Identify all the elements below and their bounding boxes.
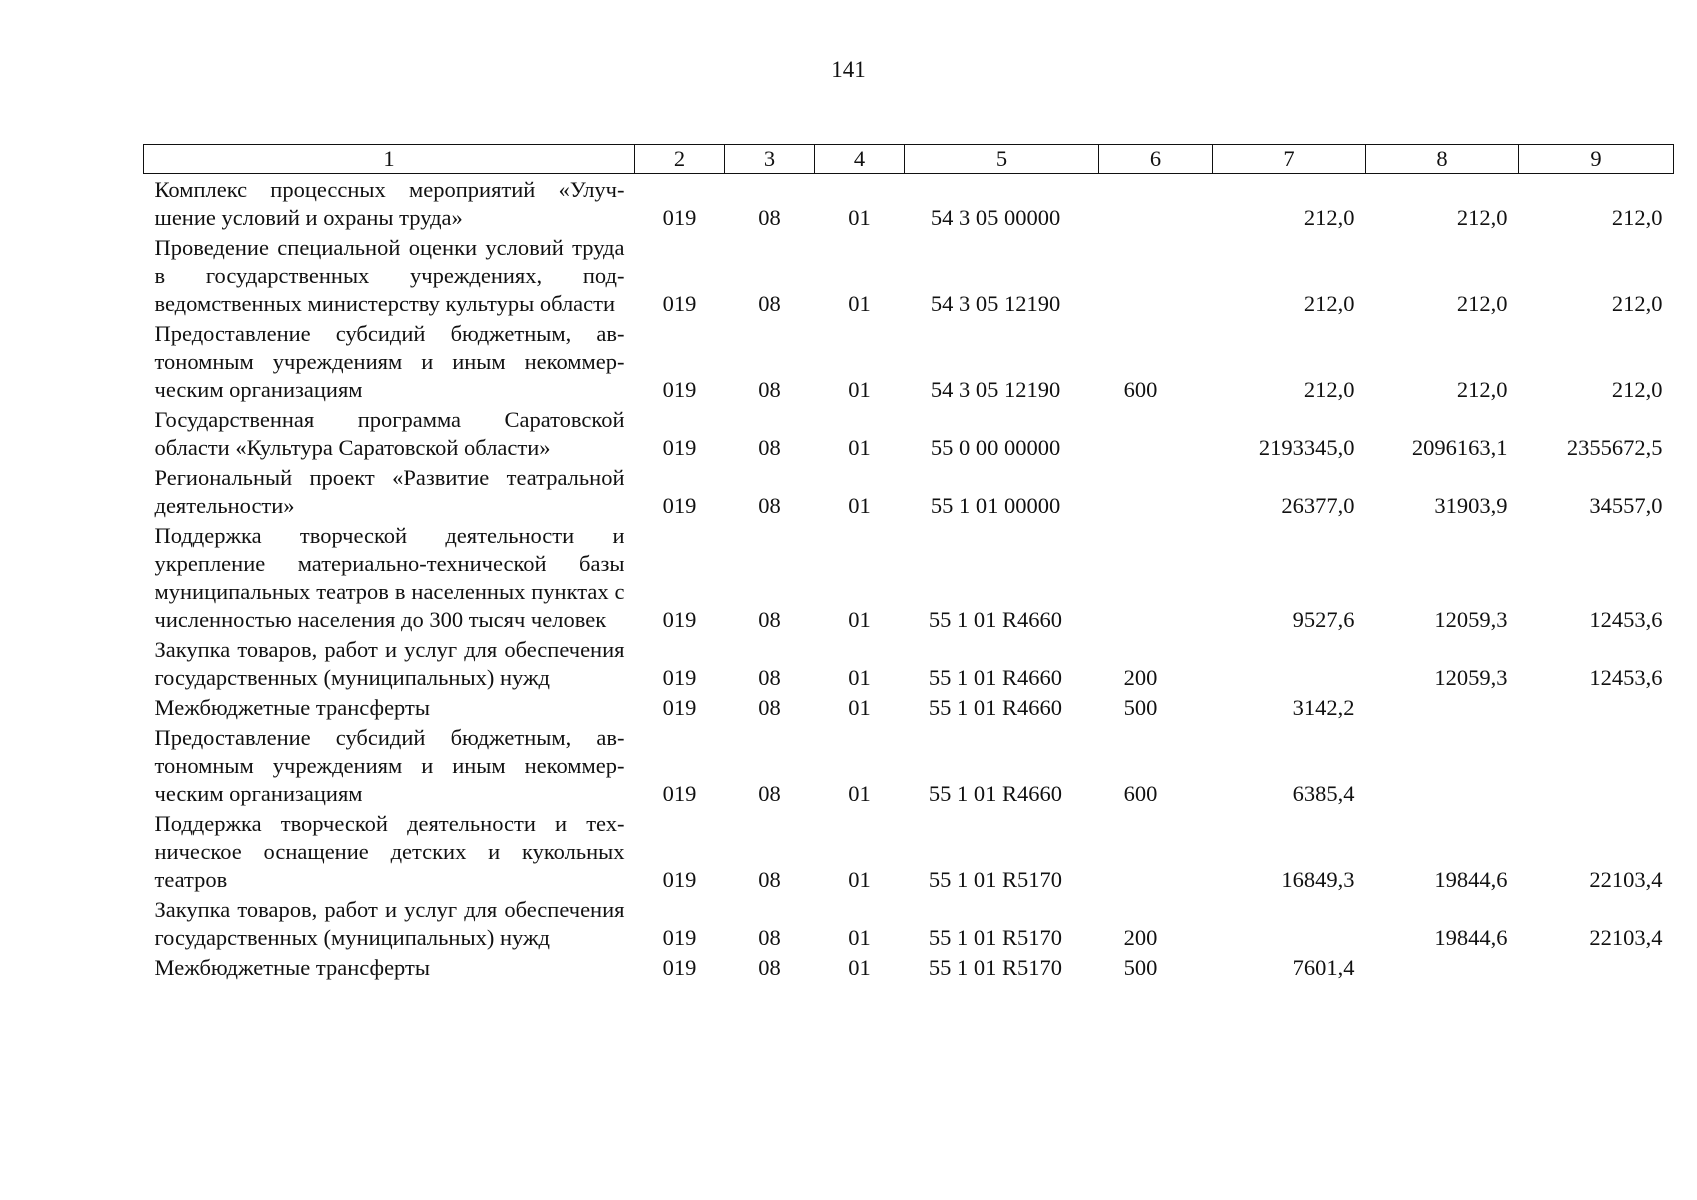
target-article-cell: 55 1 01 R4660 bbox=[928, 607, 1063, 632]
target-article-cell: 55 1 01 R5170 bbox=[928, 867, 1063, 892]
amount-cell: 19844,6 bbox=[1434, 867, 1508, 892]
expense-type-cell bbox=[1099, 404, 1213, 462]
target-article-cell: 55 1 01 00000 bbox=[930, 493, 1061, 518]
amount-cell: 34557,0 bbox=[1589, 493, 1663, 518]
admin-code-cell: 019 bbox=[662, 781, 697, 806]
amount-cell: 212,0 bbox=[1303, 291, 1355, 316]
section-cell: 08 bbox=[758, 493, 781, 518]
amount-cell: 212,0 bbox=[1456, 205, 1508, 230]
subsection-cell: 01 bbox=[848, 695, 871, 720]
column-header: 6 bbox=[1099, 145, 1213, 174]
target-article-cell: 54 3 05 12190 bbox=[930, 377, 1061, 402]
row-description: Проведение специальной оценки условий труда в государственных учреждениях, подведомственных министерству культуры области bbox=[154, 235, 625, 316]
target-article-cell: 55 0 00 00000 bbox=[930, 435, 1061, 460]
amount-cell: 16849,3 bbox=[1281, 867, 1355, 892]
table-row bbox=[144, 692, 1674, 722]
table-row bbox=[144, 318, 1674, 404]
table-row bbox=[144, 174, 1674, 233]
row-description: Закупка товаров, работ и услуг для обеспечения государственных (муниципальных) нужд bbox=[154, 637, 625, 690]
admin-code-cell: 019 bbox=[662, 291, 697, 316]
amount-cell: 26377,0 bbox=[1281, 493, 1355, 518]
amount-cell: 2096163,1 bbox=[1411, 435, 1508, 460]
amount-cell: 212,0 bbox=[1611, 377, 1663, 402]
expense-type-cell bbox=[1099, 232, 1213, 318]
subsection-cell: 01 bbox=[848, 291, 871, 316]
amount-cell bbox=[1366, 692, 1519, 722]
section-cell: 08 bbox=[758, 955, 781, 980]
amount-cell: 22103,4 bbox=[1589, 925, 1663, 950]
expense-type-cell: 600 bbox=[1123, 377, 1158, 402]
column-header: 1 bbox=[144, 145, 635, 174]
expense-type-cell: 500 bbox=[1123, 695, 1158, 720]
row-description: Государственная программа Саратовской области «Культура Саратовской области» bbox=[154, 407, 625, 460]
amount-cell: 12059,3 bbox=[1434, 607, 1508, 632]
admin-code-cell: 019 bbox=[662, 695, 697, 720]
subsection-cell: 01 bbox=[848, 867, 871, 892]
table-row bbox=[144, 808, 1674, 894]
amount-cell bbox=[1519, 722, 1674, 808]
section-cell: 08 bbox=[758, 781, 781, 806]
row-description: Поддержка творческой деятельности и техническое оснащение детских и кукольных театров bbox=[154, 811, 625, 892]
section-cell: 08 bbox=[758, 695, 781, 720]
subsection-cell: 01 bbox=[848, 955, 871, 980]
column-header: 9 bbox=[1519, 145, 1674, 174]
section-cell: 08 bbox=[758, 925, 781, 950]
column-header: 2 bbox=[635, 145, 725, 174]
amount-cell: 212,0 bbox=[1456, 377, 1508, 402]
amount-cell bbox=[1213, 894, 1366, 952]
amount-cell bbox=[1366, 722, 1519, 808]
admin-code-cell: 019 bbox=[662, 435, 697, 460]
amount-cell: 212,0 bbox=[1456, 291, 1508, 316]
section-cell: 08 bbox=[758, 435, 781, 460]
section-cell: 08 bbox=[758, 377, 781, 402]
row-description: Закупка товаров, работ и услуг для обеспечения государственных (муниципальных) нужд bbox=[154, 897, 625, 950]
admin-code-cell: 019 bbox=[662, 607, 697, 632]
amount-cell bbox=[1519, 692, 1674, 722]
table-row bbox=[144, 404, 1674, 462]
admin-code-cell: 019 bbox=[662, 925, 697, 950]
table-row bbox=[144, 634, 1674, 692]
row-description: Региональный проект «Развитие театральной деятельности» bbox=[154, 465, 625, 518]
amount-cell: 19844,6 bbox=[1434, 925, 1508, 950]
amount-cell: 9527,6 bbox=[1292, 607, 1355, 632]
table-row bbox=[144, 894, 1674, 952]
amount-cell: 2355672,5 bbox=[1566, 435, 1663, 460]
row-description: Комплекс процессных мероприятий «Улучшение условий и охраны труда» bbox=[154, 177, 625, 230]
section-cell: 08 bbox=[758, 291, 781, 316]
target-article-cell: 55 1 01 R4660 bbox=[928, 781, 1063, 806]
amount-cell: 12453,6 bbox=[1589, 607, 1663, 632]
page-number: 141 bbox=[831, 57, 866, 82]
section-cell: 08 bbox=[758, 867, 781, 892]
header-row bbox=[144, 145, 1674, 174]
admin-code-cell: 019 bbox=[662, 493, 697, 518]
table-row bbox=[144, 462, 1674, 520]
amount-cell: 212,0 bbox=[1303, 377, 1355, 402]
expense-type-cell: 200 bbox=[1123, 665, 1158, 690]
admin-code-cell: 019 bbox=[662, 205, 697, 230]
admin-code-cell: 019 bbox=[662, 665, 697, 690]
table-row bbox=[144, 722, 1674, 808]
column-header: 5 bbox=[905, 145, 1099, 174]
amount-cell: 2193345,0 bbox=[1258, 435, 1355, 460]
subsection-cell: 01 bbox=[848, 925, 871, 950]
row-description: Межбюджетные трансферты bbox=[154, 955, 430, 980]
admin-code-cell: 019 bbox=[662, 955, 697, 980]
amount-cell: 6385,4 bbox=[1292, 781, 1355, 806]
column-header: 3 bbox=[725, 145, 815, 174]
amount-cell: 12059,3 bbox=[1434, 665, 1508, 690]
table-row bbox=[144, 952, 1674, 982]
expense-type-cell bbox=[1099, 462, 1213, 520]
amount-cell bbox=[1366, 952, 1519, 982]
expense-type-cell bbox=[1099, 174, 1213, 233]
admin-code-cell: 019 bbox=[662, 867, 697, 892]
table-row bbox=[144, 232, 1674, 318]
column-header: 7 bbox=[1213, 145, 1366, 174]
expense-type-cell bbox=[1099, 808, 1213, 894]
amount-cell: 212,0 bbox=[1611, 291, 1663, 316]
section-cell: 08 bbox=[758, 607, 781, 632]
subsection-cell: 01 bbox=[848, 607, 871, 632]
row-description: Межбюджетные трансферты bbox=[154, 695, 430, 720]
expense-type-cell: 500 bbox=[1123, 955, 1158, 980]
amount-cell bbox=[1519, 952, 1674, 982]
amount-cell bbox=[1213, 634, 1366, 692]
column-header: 8 bbox=[1366, 145, 1519, 174]
column-header: 4 bbox=[815, 145, 905, 174]
subsection-cell: 01 bbox=[848, 377, 871, 402]
amount-cell: 31903,9 bbox=[1434, 493, 1508, 518]
target-article-cell: 55 1 01 R5170 bbox=[928, 955, 1063, 980]
row-description: Предоставление субсидий бюджетным, автономным учреждениям и иным некоммерческим организациям bbox=[154, 725, 625, 806]
subsection-cell: 01 bbox=[848, 435, 871, 460]
amount-cell: 212,0 bbox=[1303, 205, 1355, 230]
target-article-cell: 54 3 05 12190 bbox=[930, 291, 1061, 316]
subsection-cell: 01 bbox=[848, 781, 871, 806]
admin-code-cell: 019 bbox=[662, 377, 697, 402]
row-description: Поддержка творческой деятельности и укрепление материально-технической базы муниципальных театров в населенных пунктах с численностью населения до 300 тысяч человек bbox=[154, 523, 625, 632]
section-cell: 08 bbox=[758, 665, 781, 690]
section-cell: 08 bbox=[758, 205, 781, 230]
amount-cell: 12453,6 bbox=[1589, 665, 1663, 690]
subsection-cell: 01 bbox=[848, 205, 871, 230]
amount-cell: 7601,4 bbox=[1292, 955, 1355, 980]
amount-cell: 22103,4 bbox=[1589, 867, 1663, 892]
target-article-cell: 55 1 01 R4660 bbox=[928, 665, 1063, 690]
expense-type-cell bbox=[1099, 520, 1213, 634]
subsection-cell: 01 bbox=[848, 493, 871, 518]
subsection-cell: 01 bbox=[848, 665, 871, 690]
amount-cell: 3142,2 bbox=[1292, 695, 1355, 720]
amount-cell: 212,0 bbox=[1611, 205, 1663, 230]
expense-type-cell: 200 bbox=[1123, 925, 1158, 950]
table-row bbox=[144, 520, 1674, 634]
budget-table bbox=[143, 144, 1674, 982]
expense-type-cell: 600 bbox=[1123, 781, 1158, 806]
table-body bbox=[144, 174, 1674, 983]
target-article-cell: 55 1 01 R5170 bbox=[928, 925, 1063, 950]
target-article-cell: 55 1 01 R4660 bbox=[928, 695, 1063, 720]
target-article-cell: 54 3 05 00000 bbox=[930, 205, 1061, 230]
row-description: Предоставление субсидий бюджетным, автономным учреждениям и иным некоммерческим организациям bbox=[154, 321, 625, 402]
